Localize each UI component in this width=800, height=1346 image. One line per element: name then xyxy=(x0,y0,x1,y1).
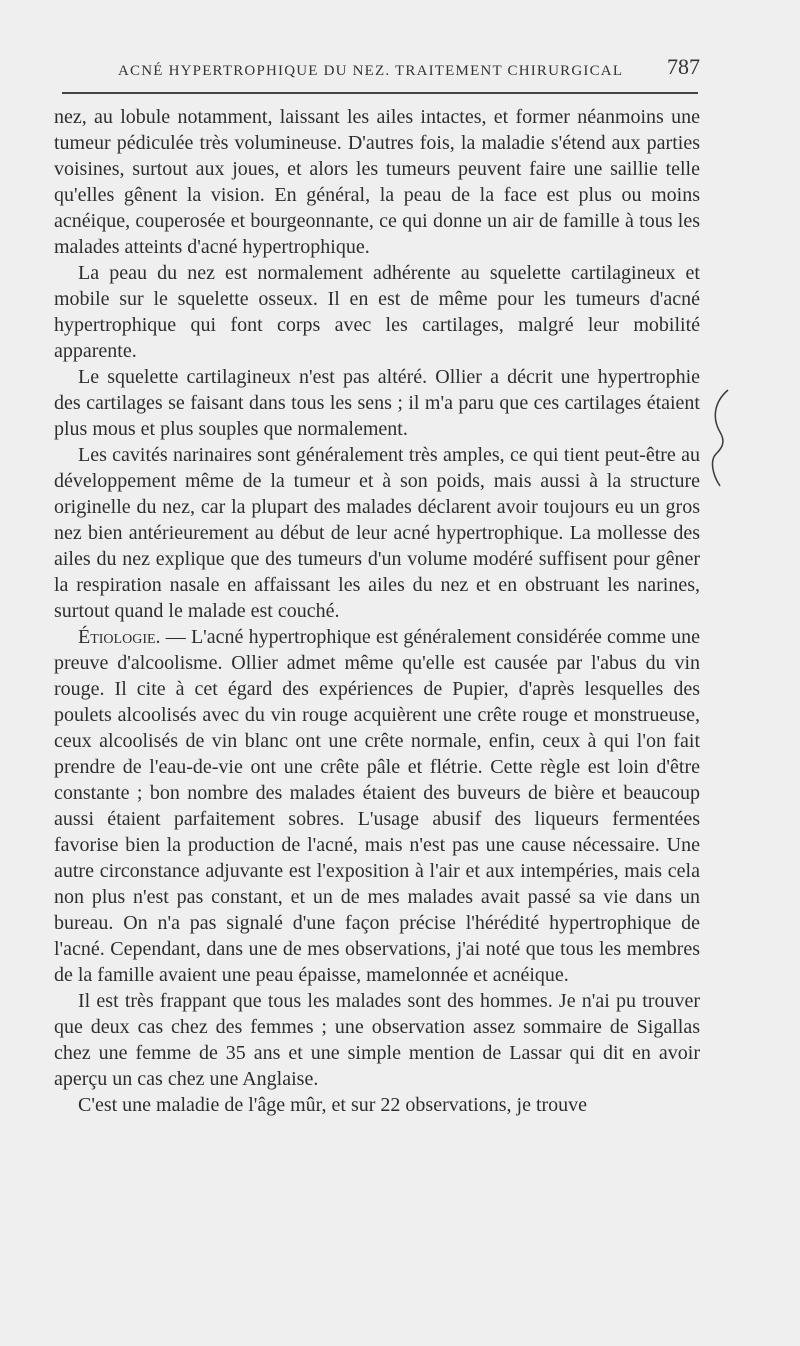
paragraph-3: Le squelette cartilagineux n'est pas altéré. Ollier a décrit une hypertrophie des cartilages se faisant dans tous les sens ; il m'a paru que ces cartilages étaient plus mous et plus souples que normalement. xyxy=(54,366,700,440)
paragraph-7: C'est une maladie de l'âge mûr, et sur 22 observations, je trouve xyxy=(78,1094,588,1116)
page-number: 787 xyxy=(667,54,700,79)
paragraph-6: Il est très frappant que tous les malades sont des hommes. Je n'ai pu trouver que deux cas chez des femmes ; une observation assez sommaire de Sigallas chez une femme de 35 ans et une simple mention de Lassar qui dit en avoir aperçu un cas chez une Anglaise. xyxy=(54,990,700,1090)
paragraph-2: La peau du nez est normalement adhérente au squelette cartilagineux et mobile sur le squelette osseux. Il en est de même pour les tumeurs d'acné hypertrophique qui font corps avec les cartilages, malgré leur mobilité apparente. xyxy=(54,262,700,362)
paragraph-5-text: — L'acné hypertrophique est généralement considérée comme une preuve d'alcoolisme. Ollier admet même qu'elle est causée par l'abus du vin rouge. Il cite à cet égard des expériences de Pupier, d'après lesquelles des poulets alcoolisés avec du vin rouge acquièrent une crête rouge et monstrueuse, ceux alcoolisés de vin blanc ont une crête normale, enfin, ceux à qui l'on fait prendre de l'eau-de-vie ont une crête pâle et flétrie. Cette règle est loin d'être constante ; bon nombre des malades étaient des buveurs de bière et beaucoup aussi étaient parfaitement sobres. L'usage abusif des liqueurs fermentées favorise bien la production de l'acné, mais n'est pas une cause nécessaire. Une autre circonstance adjuvante est l'exposition à l'air et aux intempéries, mais cela non plus n'est pas constant, et un de mes malades avait passé sa vie dans un bureau. On n'a pas signalé d'une façon précise l'hérédité hypertrophique de l'acné. Cependant, dans une de mes observations, j'ai noté que tous les membres de la famille avaient une peau épaisse, mamelonnée et acnéique. xyxy=(54,626,700,986)
paragraph-5 xyxy=(54,624,700,988)
margin-bracket-mark xyxy=(706,388,746,488)
body-text xyxy=(54,104,700,1118)
header-rule xyxy=(62,92,698,94)
running-header xyxy=(118,52,700,80)
paragraph-4: Les cavités narinaires sont généralement très amples, ce qui tient peut-être au développement même de la tumeur et à son poids, mais aussi à la structure originelle du nez, car la plupart des malades déclarent avoir toujours eu un gros nez bien antérieurement au début de leur acné hypertrophique. La mollesse des ailes du nez explique que des tumeurs d'un volume modéré suffisent pour gêner la respiration nasale en affaissant les ailes du nez et en obstruant les narines, surtout quand le malade est couché. xyxy=(54,444,700,622)
paragraph-1: nez, au lobule notamment, laissant les ailes intactes, et former néanmoins une tumeur pédiculée très volumineuse. D'autres fois, la maladie s'étend aux parties voisines, surtout aux joues, et alors les tumeurs peuvent faire une saillie telle qu'elles gênent la vision. En général, la peau de la face est plus ou moins acnéique, couperosée et bourgeonnante, ce qui donne un air de famille à tous les malades atteints d'acné hypertrophique. xyxy=(54,106,700,258)
etiology-heading: Étiologie. xyxy=(78,626,161,648)
running-title: ACNÉ HYPERTROPHIQUE DU NEZ. TRAITEMENT CHIRURGICAL xyxy=(118,63,624,79)
